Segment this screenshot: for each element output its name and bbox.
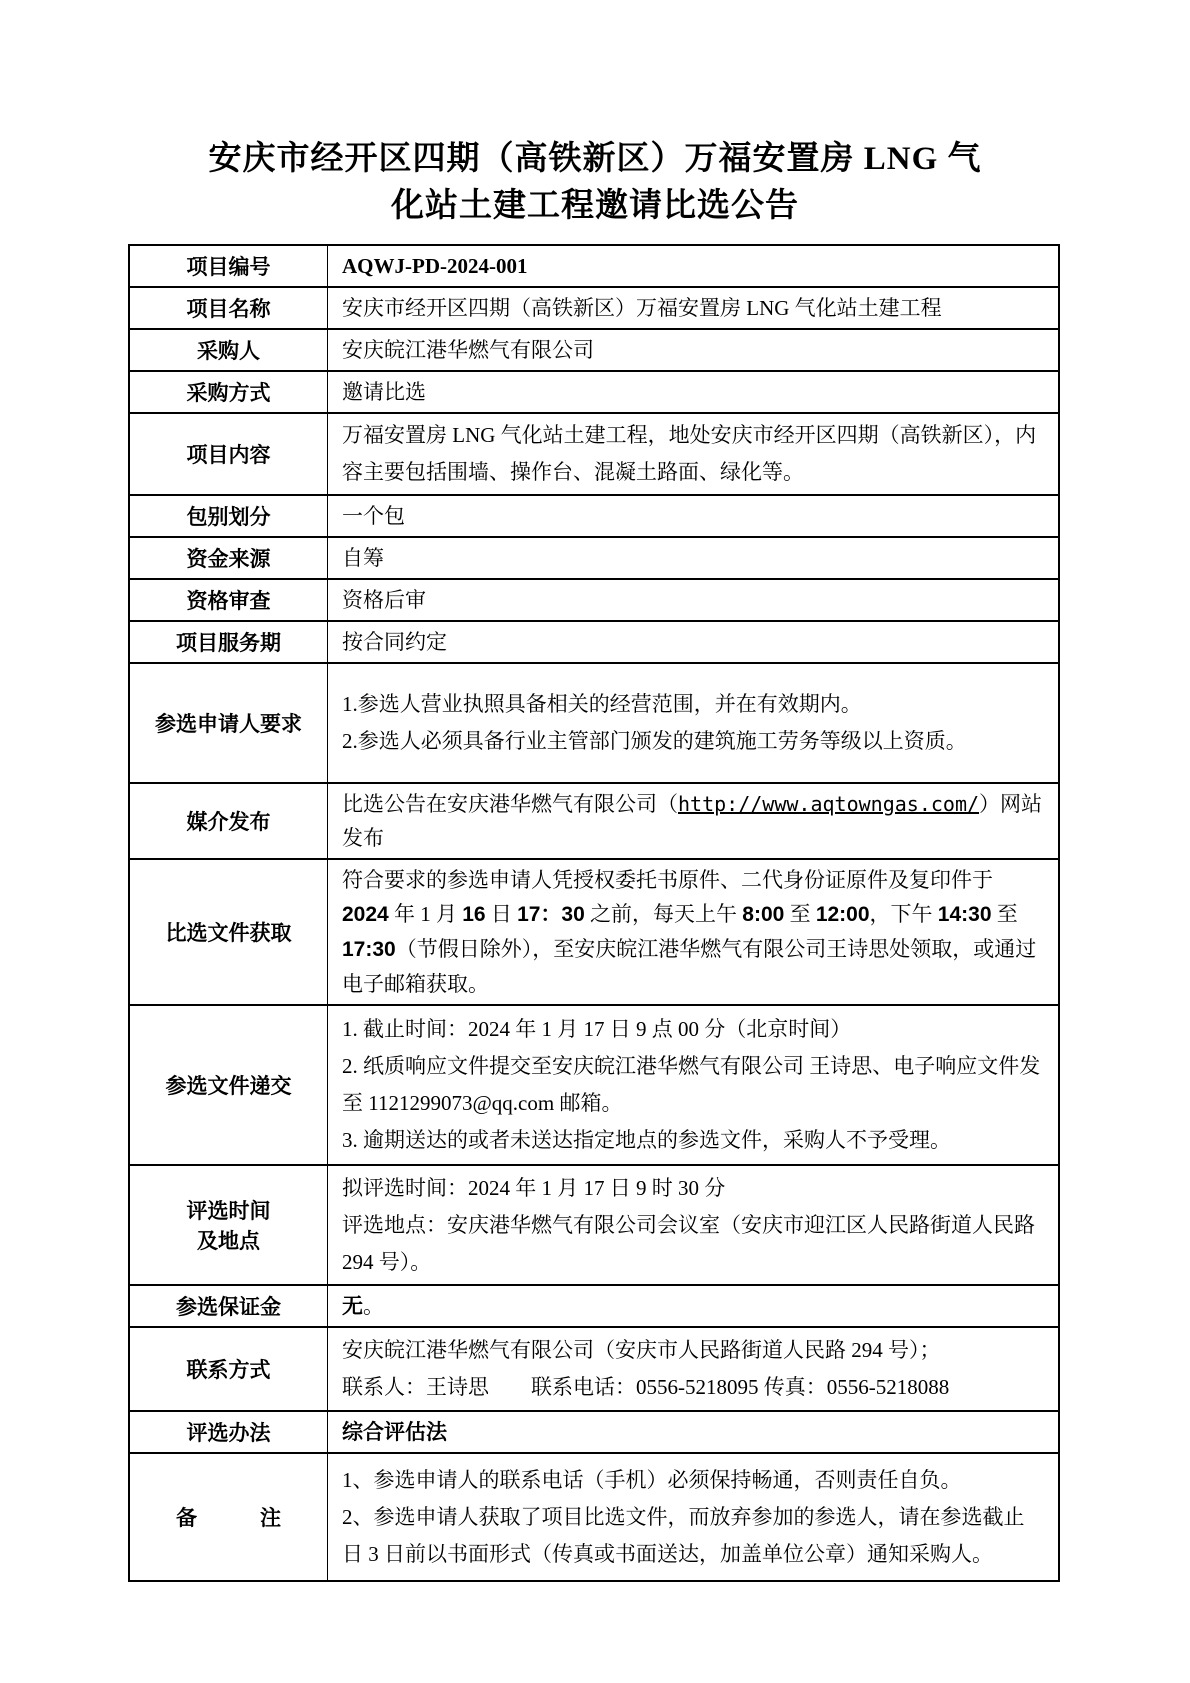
table-row-doc-obtain	[129, 859, 1059, 1005]
obtain-text: 至	[991, 902, 1018, 926]
obtain-am-end: 12:00	[815, 903, 870, 926]
obtain-deadline-time: 17：30	[517, 903, 585, 926]
row-label: 备 注	[129, 1453, 328, 1581]
obtain-am-start: 8:00	[742, 903, 785, 926]
row-label: 项目编号	[129, 245, 328, 287]
row-label: 资金来源	[129, 537, 328, 579]
row-value: 安庆皖江港华燃气有限公司	[328, 329, 1060, 371]
obtain-text: ，下午	[869, 902, 938, 926]
obtain-year: 2024	[342, 903, 389, 926]
row-value: 按合同约定	[328, 621, 1060, 663]
row-value: 资格后审	[328, 579, 1060, 621]
deposit-punct: 。	[363, 1294, 384, 1318]
row-label: 包别划分	[129, 495, 328, 537]
table-row-applicant-requirements	[129, 663, 1059, 783]
submit-line-1: 1. 截止时间：2024 年 1 月 17 日 9 点 00 分（北京时间）	[342, 1017, 852, 1041]
row-label: 资格审查	[129, 579, 328, 621]
row-value: 万福安置房 LNG 气化站土建工程，地处安庆市经开区四期（高铁新区），内容主要包括围墙、操作台、混凝土路面、绿化等。	[342, 423, 1037, 484]
row-label: 项目服务期	[129, 621, 328, 663]
page-title-line2: 化站土建工程邀请比选公告	[391, 188, 799, 224]
obtain-text: 符合要求的参选申请人凭授权委托书原件、二代身份证原件及复印件于	[342, 868, 993, 892]
obtain-text: 日	[485, 902, 518, 926]
row-label: 项目内容	[129, 413, 328, 495]
eval-time-line-2: 评选地点：安庆港华燃气有限公司会议室（安庆市迎江区人民路街道人民路 294 号）。	[342, 1212, 1035, 1274]
table-row-media	[129, 783, 1059, 859]
row-label: 采购人	[129, 329, 328, 371]
row-value: 一个包	[328, 495, 1060, 537]
row-value	[328, 1285, 1060, 1327]
row-value: 自筹	[328, 537, 1060, 579]
row-label: 参选申请人要求	[129, 663, 328, 783]
table-row-deposit	[129, 1285, 1059, 1327]
info-table	[128, 244, 1060, 1582]
row-label: 评选办法	[129, 1411, 328, 1453]
table-row-purchaser	[129, 329, 1059, 371]
row-value: 综合评估法	[342, 1420, 447, 1444]
eval-time-label-line2: 及地点	[197, 1229, 260, 1253]
row-label: 参选文件递交	[129, 1005, 328, 1165]
row-label: 比选文件获取	[129, 859, 328, 1005]
row-label: 联系方式	[129, 1327, 328, 1411]
eval-time-label-line1: 评选时间	[186, 1199, 271, 1223]
remarks-line-1: 1、参选申请人的联系电话（手机）必须保持畅通，否则责任自负。	[342, 1467, 962, 1492]
row-label: 媒介发布	[129, 783, 328, 859]
row-value: 安庆市经开区四期（高铁新区）万福安置房 LNG 气化站土建工程	[328, 287, 1060, 329]
deposit-value: 无	[342, 1294, 363, 1318]
obtain-pm-start: 14:30	[937, 903, 992, 926]
table-row-purchase-method	[129, 371, 1059, 413]
remarks-line-2: 2、参选申请人获取了项目比选文件，而放弃参加的参选人，请在参选截止日 3 日前以书面形式（传真或书面送达，加盖单位公章）通知采购人。	[342, 1504, 1025, 1566]
table-row-contact	[129, 1327, 1059, 1411]
table-row-service-period	[129, 621, 1059, 663]
requirement-line-2: 2.参选人必须具备行业主管部门颁发的建筑施工劳务等级以上资质。	[342, 729, 967, 753]
table-row-doc-submit	[129, 1005, 1059, 1165]
obtain-text: 年 1 月	[388, 902, 463, 926]
submit-line-3: 3. 逾期送达的或者未送达指定地点的参选文件，采购人不予受理。	[342, 1128, 951, 1152]
submit-line-2: 2. 纸质响应文件提交至安庆皖江港华燃气有限公司 王诗思、电子响应文件发至 1121299073@qq.com 邮箱。	[342, 1054, 1041, 1115]
page-title	[0, 136, 1190, 230]
media-text-prefix: 比选公告在安庆港华燃气有限公司（	[342, 792, 678, 816]
obtain-text: （节假日除外），至安庆皖江港华燃气有限公司王诗思处领取，或通过电子邮箱获取。	[342, 937, 1037, 996]
contact-line-1: 安庆皖江港华燃气有限公司（安庆市人民路街道人民路 294 号）；	[342, 1338, 941, 1362]
table-row-qualification	[129, 579, 1059, 621]
eval-time-line-1: 拟评选时间：2024 年 1 月 17 日 9 时 30 分	[342, 1175, 726, 1200]
page-title-line1: 安庆市经开区四期（高铁新区）万福安置房 LNG 气	[208, 141, 982, 177]
obtain-text: 至	[784, 902, 816, 926]
media-text-suffix: ）网站发布	[342, 792, 1043, 850]
obtain-day: 16	[462, 903, 486, 926]
table-row-project-no	[129, 245, 1059, 287]
table-row-packages	[129, 495, 1059, 537]
row-value: AQWJ-PD-2024-001	[342, 254, 528, 278]
row-label: 参选保证金	[129, 1285, 328, 1327]
table-row-eval-time	[129, 1165, 1059, 1285]
row-label: 项目名称	[129, 287, 328, 329]
contact-line-2: 联系人：王诗思 联系电话：0556-5218095 传真：0556-5218088	[342, 1375, 950, 1399]
requirement-line-1: 1.参选人营业执照具备相关的经营范围，并在有效期内。	[342, 692, 862, 716]
row-value: 邀请比选	[328, 371, 1060, 413]
table-row-project-name	[129, 287, 1059, 329]
table-row-eval-method	[129, 1411, 1059, 1453]
row-value	[328, 859, 1060, 1005]
row-label: 采购方式	[129, 371, 328, 413]
table-row-content	[129, 413, 1059, 495]
obtain-text: 之前，每天上午	[584, 902, 743, 926]
website-link[interactable]: http://www.aqtowngas.com/	[678, 792, 980, 816]
obtain-pm-end: 17:30	[342, 938, 396, 961]
table-row-remarks	[129, 1453, 1059, 1581]
row-label	[129, 1165, 328, 1285]
table-row-funding	[129, 537, 1059, 579]
